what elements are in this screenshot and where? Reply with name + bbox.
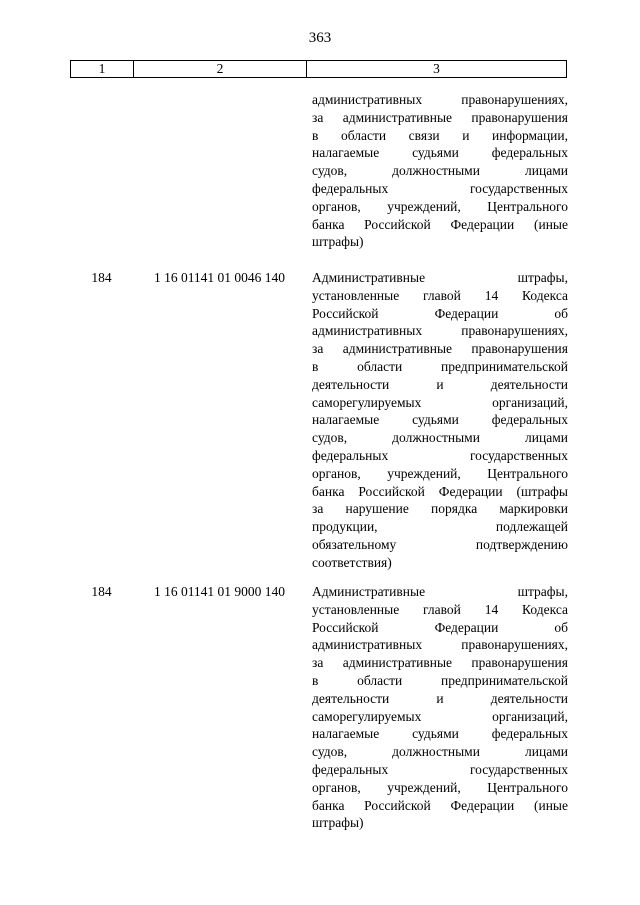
description-line: в области предпринимательской [312,672,568,688]
description-line: деятельности и деятельности [312,690,568,706]
description-line: органов, учреждений, Центрального [312,779,568,795]
description-line: деятельности и деятельности [312,376,568,392]
description-line: установленные главой 14 Кодекса [312,287,568,303]
description-line: Административные штрафы, [312,584,568,599]
description-line: за административные правонарушения [312,341,568,357]
description-line: федеральных государственных [312,447,568,463]
description-line: в области предпринимательской [312,358,568,374]
budget-code: 1 16 01141 01 0046 140 [153,270,286,285]
description-line: административных правонарушениях, [312,323,568,339]
row-description [312,269,568,572]
description-line: банка Российской Федерации (штрафы [312,483,568,499]
description-line: штрафы) [312,815,364,831]
description-line: налагаемые судьями федеральных [312,412,568,428]
row-description [312,583,568,832]
description-line: административных правонарушениях, [312,637,568,653]
description-line: обязательному подтверждению [312,536,568,552]
description-line: в области связи и информации, [312,127,568,143]
description-line: установленные главой 14 Кодекса [312,601,568,617]
description-line: саморегулируемых организаций, [312,708,568,724]
budget-code: 1 16 01141 01 9000 140 [153,584,286,599]
header-col-2: 2 [134,61,307,77]
page-number: 363 [308,30,332,46]
description-line: федеральных государственных [312,180,568,196]
description-line: налагаемые судьями федеральных [312,145,568,161]
description-line: за административные правонарушения [312,655,568,671]
header-col-1: 1 [71,61,134,77]
description-line: федеральных государственных [312,761,568,777]
description-line: продукции, подлежащей [312,519,568,535]
description-line: за нарушение порядка маркировки [312,501,568,517]
description-line: Российской Федерации об [312,619,568,635]
row-number: 184 [91,584,112,599]
description-line: банка Российской Федерации (иные [312,797,568,813]
description-line: Российской Федерации об [312,305,568,321]
continuation-description [312,91,568,251]
description-line: за административные правонарушения [312,109,568,125]
description-line: органов, учреждений, Центрального [312,465,568,481]
row-number: 184 [91,270,112,285]
table-header [70,60,567,78]
description-line: соответствия) [312,554,392,570]
description-line: административных правонарушениях, [312,92,568,107]
description-line: органов, учреждений, Центрального [312,198,568,214]
description-line: штрафы) [312,234,364,250]
description-line: судов, должностными лицами [312,163,568,179]
description-line: судов, должностными лицами [312,744,568,760]
description-line: налагаемые судьями федеральных [312,726,568,742]
description-line: судов, должностными лицами [312,430,568,446]
description-line: Административные штрафы, [312,270,568,285]
description-line: саморегулируемых организаций, [312,394,568,410]
header-col-3: 3 [433,61,440,76]
description-line: банка Российской Федерации (иные [312,216,568,232]
